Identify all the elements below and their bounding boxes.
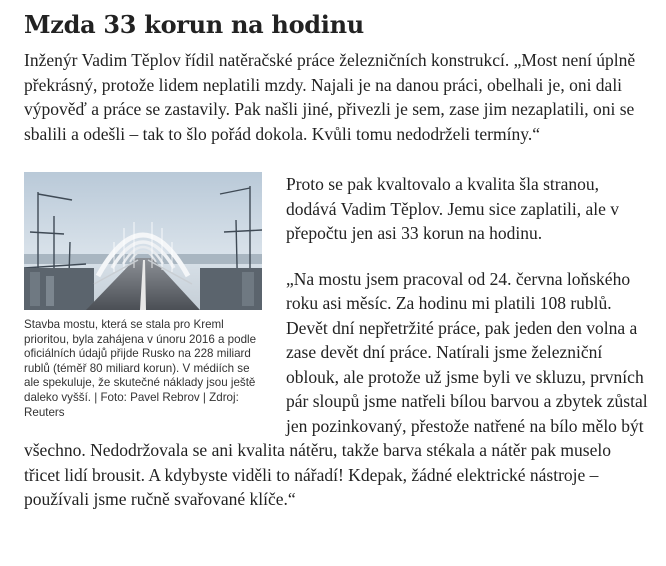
bridge-photo[interactable]: [24, 172, 262, 310]
article: [24, 8, 648, 512]
article-paragraph-2: Proto se pak kvaltovalo a kvalita šla stranou, dodává Vadim Těplov. Jemu sice zaplatili, ale v přepočtu jen asi 33 korun na hodinu.: [286, 174, 620, 243]
article-heading: Mzda 33 korun na hodinu: [24, 10, 364, 39]
article-figure: [24, 172, 262, 420]
article-paragraph-3: „Na mostu jsem pracoval od 24. června loňského roku asi měsíc. Za hodinu mi platili 108 rublů. Devět dní nepřetržité práce, pak jeden den volna a zase devět dní práce. Natírali jsme železniční oblouk, ale protože už jsme byli ve skluzu, prvních pár sloupů jsme natřeli bílou barvou a zbytek zůstal jen pozinkovaný, přestože natřené na bílo mělo být všechno. Nedodržovala se ani kvalita nátěru, takže barva stékala a nátěr pak muselo třicet lidí brousit. A kdybyste viděli to nářadí! Kdepak, žádné elektrické nástroje – používali jsme ručně svařované klíče.“: [24, 268, 648, 509]
photo-caption: Stavba mostu, která se stala pro Kreml prioritou, byla zahájena v únoru 2016 a podle oficiálních údajů přijde Rusko na 228 miliard rublů (téměř 80 miliard korun). V médiích se ale spekuluje, že skutečné náklady jsou ještě daleko vyšší. | Foto: Pavel Rebrov | Zdroj: Reuters: [24, 318, 257, 419]
article-paragraph-1: Inženýr Vadim Těplov řídil natěračské práce železničních konstrukcí. „Most není úplně překrásný, protože lidem neplatili mzdy. Najali je na danou práci, obelhali je, oni dali výpověď a práce se zastavily. Pak našli jiné, přivezli je sem, zase jim nezaplatili, oni se sbalili a odešli – tak to šlo pořád dokola. Kvůli tomu nedodrželi termíny.“: [24, 50, 636, 144]
